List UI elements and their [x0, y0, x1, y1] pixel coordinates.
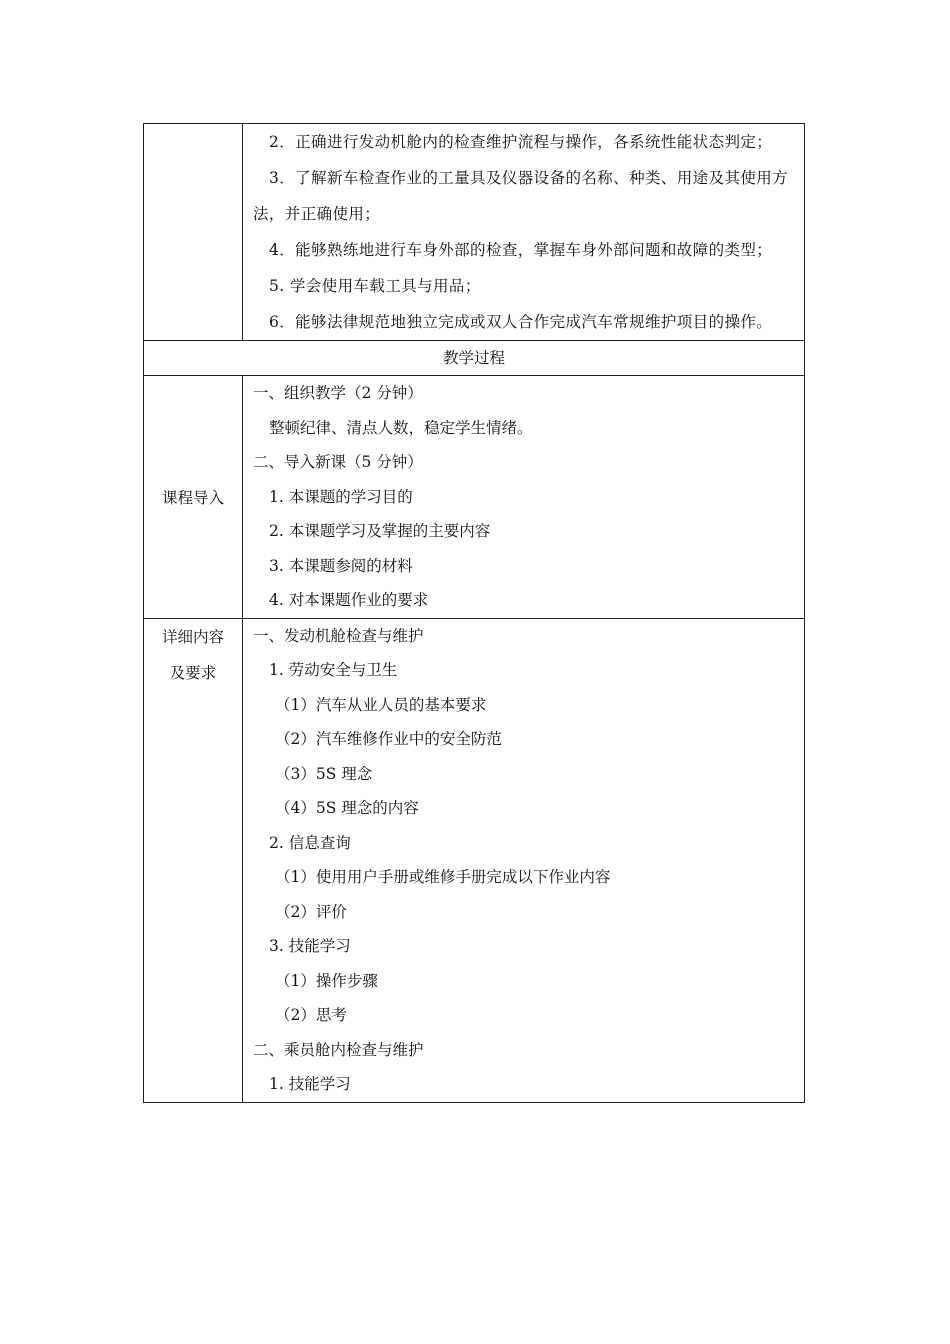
goals-label-cell	[144, 124, 243, 341]
intro-label: 课程导入	[144, 376, 243, 619]
detail-item: （3）5S 理念	[275, 764, 373, 783]
detail-item: （1）操作步骤	[275, 971, 378, 990]
intro-heading: 二、导入新课（5 分钟）	[253, 453, 423, 471]
intro-content	[243, 376, 805, 619]
intro-heading: 一、组织教学（2 分钟）	[253, 384, 423, 402]
goal-item: 4．能够熟练地进行车身外部的检查，掌握车身外部问题和故障的类型；	[269, 241, 773, 259]
goal-item: 5. 学会使用车载工具与用品；	[269, 277, 481, 295]
detail-heading: 一、发动机舱检查与维护	[253, 626, 424, 645]
intro-item: 3. 本课题参阅的材料	[269, 556, 413, 575]
lesson-plan-table	[143, 123, 805, 1103]
goals-row	[144, 124, 805, 341]
detail-content	[243, 618, 805, 1102]
detail-subheading: 2. 信息查询	[269, 833, 351, 852]
detail-item: （4）5S 理念的内容	[275, 799, 419, 817]
intro-item: 1. 本课题的学习目的	[269, 487, 413, 506]
detail-item: （2）思考	[275, 1006, 347, 1024]
detail-label-line: 及要求	[169, 663, 217, 682]
intro-text: 整顿纪律、清点人数，稳定学生情绪。	[269, 418, 533, 437]
detail-subheading: 3. 技能学习	[269, 937, 351, 955]
section-header: 教学过程	[144, 341, 805, 376]
detail-item: （1）汽车从业人员的基本要求	[275, 695, 487, 714]
detail-subheading: 1. 劳动安全与卫生	[269, 661, 398, 679]
detail-label	[144, 618, 243, 1102]
intro-item: 4. 对本课题作业的要求	[269, 591, 429, 609]
goal-item: 6．能够法律规范地独立完成或双人合作完成汽车常规维护项目的操作。	[269, 313, 773, 331]
goal-item: 2．正确进行发动机舱内的检查维护流程与操作，各系统性能状态判定；	[269, 133, 773, 151]
detail-item: （2）评价	[275, 902, 347, 921]
detail-item: （2）汽车维修作业中的安全防范	[275, 730, 502, 748]
goal-item: 3．了解新车检查作业的工量具及仪器设备的名称、种类、用途及其使用方法，并正确使用；	[253, 169, 789, 223]
intro-item: 2. 本课题学习及掌握的主要内容	[269, 522, 491, 540]
section-header-row	[144, 341, 805, 376]
detail-row	[144, 618, 805, 1102]
detail-item: （1）使用用户手册或维修手册完成以下作业内容	[275, 868, 611, 886]
detail-heading: 二、乘员舱内检查与维护	[253, 1040, 424, 1059]
detail-subheading: 1. 技能学习	[269, 1075, 351, 1093]
intro-row	[144, 376, 805, 619]
detail-label-line: 详细内容	[161, 627, 224, 646]
goals-cell	[243, 124, 805, 341]
